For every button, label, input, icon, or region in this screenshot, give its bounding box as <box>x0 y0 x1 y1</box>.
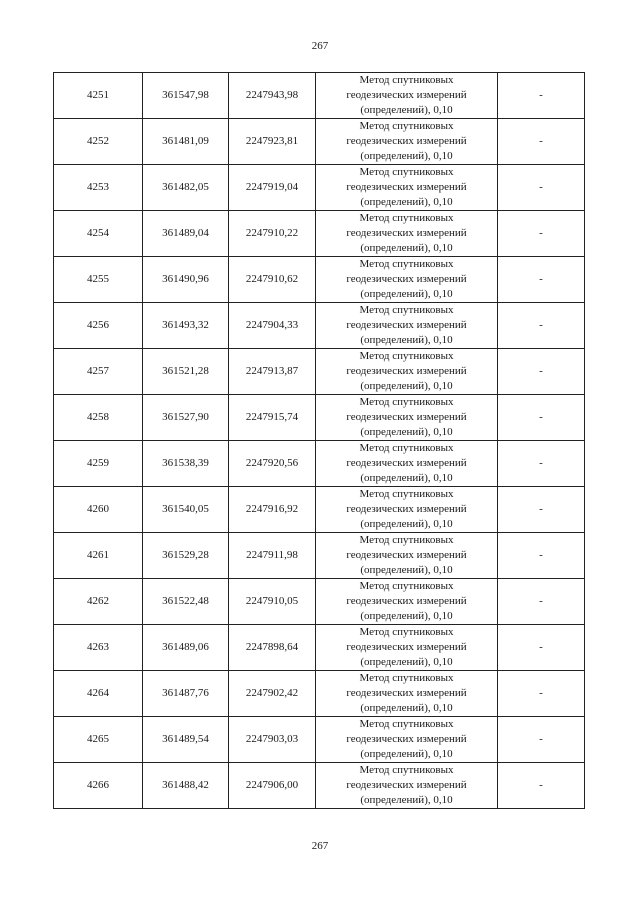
y-coordinate-cell: 2247898,64 <box>229 625 316 671</box>
note-cell: - <box>498 211 585 257</box>
method-text-line: геодезических измерений <box>346 227 467 239</box>
method-text-line: Метод спутниковых <box>359 120 454 132</box>
method-text-line: (определений), 0,10 <box>360 150 453 162</box>
method-cell <box>316 579 498 625</box>
note-cell: - <box>498 349 585 395</box>
point-number-cell: 4253 <box>54 165 143 211</box>
x-coordinate-cell: 361529,28 <box>143 533 229 579</box>
method-text-line: геодезических измерений <box>346 641 467 653</box>
method-cell <box>316 625 498 671</box>
x-coordinate-cell: 361493,32 <box>143 303 229 349</box>
x-coordinate-cell: 361489,54 <box>143 717 229 763</box>
method-text-line: (определений), 0,10 <box>360 380 453 392</box>
method-text-line: геодезических измерений <box>346 733 467 745</box>
point-number-cell: 4264 <box>54 671 143 717</box>
method-text-line: геодезических измерений <box>346 503 467 515</box>
method-text-line: Метод спутниковых <box>359 396 454 408</box>
x-coordinate-cell: 361482,05 <box>143 165 229 211</box>
note-cell: - <box>498 625 585 671</box>
point-number-cell: 4254 <box>54 211 143 257</box>
coordinates-table-body <box>54 73 585 809</box>
method-cell <box>316 165 498 211</box>
table-row <box>54 395 585 441</box>
x-coordinate-cell: 361489,04 <box>143 211 229 257</box>
point-number-cell: 4265 <box>54 717 143 763</box>
table-row <box>54 671 585 717</box>
method-text-line: (определений), 0,10 <box>360 564 453 576</box>
method-text-line: Метод спутниковых <box>359 74 454 86</box>
method-cell <box>316 533 498 579</box>
method-text-line: Метод спутниковых <box>359 212 454 224</box>
y-coordinate-cell: 2247903,03 <box>229 717 316 763</box>
coordinates-table <box>53 72 585 809</box>
method-cell <box>316 717 498 763</box>
x-coordinate-cell: 361538,39 <box>143 441 229 487</box>
x-coordinate-cell: 361481,09 <box>143 119 229 165</box>
method-text-line: Метод спутниковых <box>359 626 454 638</box>
method-cell <box>316 257 498 303</box>
note-cell: - <box>498 119 585 165</box>
method-text-line: Метод спутниковых <box>359 350 454 362</box>
note-cell: - <box>498 257 585 303</box>
table-row <box>54 487 585 533</box>
y-coordinate-cell: 2247916,92 <box>229 487 316 533</box>
page-number-bottom: 267 <box>311 840 329 852</box>
point-number-cell: 4257 <box>54 349 143 395</box>
method-cell <box>316 671 498 717</box>
note-cell: - <box>498 441 585 487</box>
note-cell: - <box>498 303 585 349</box>
page-number-top: 267 <box>311 40 329 52</box>
note-cell: - <box>498 671 585 717</box>
note-cell: - <box>498 717 585 763</box>
method-text-line: (определений), 0,10 <box>360 472 453 484</box>
method-text-line: геодезических измерений <box>346 411 467 423</box>
table-row <box>54 441 585 487</box>
y-coordinate-cell: 2247943,98 <box>229 73 316 119</box>
method-text-line: геодезических измерений <box>346 89 467 101</box>
point-number-cell: 4259 <box>54 441 143 487</box>
method-text-line: Метод спутниковых <box>359 580 454 592</box>
y-coordinate-cell: 2247910,62 <box>229 257 316 303</box>
note-cell: - <box>498 487 585 533</box>
table-row <box>54 303 585 349</box>
note-cell: - <box>498 395 585 441</box>
method-text-line: Метод спутниковых <box>359 488 454 500</box>
method-cell <box>316 303 498 349</box>
method-text-line: (определений), 0,10 <box>360 288 453 300</box>
table-row <box>54 625 585 671</box>
method-cell <box>316 395 498 441</box>
method-cell <box>316 487 498 533</box>
method-text-line: геодезических измерений <box>346 135 467 147</box>
y-coordinate-cell: 2247904,33 <box>229 303 316 349</box>
method-text-line: Метод спутниковых <box>359 258 454 270</box>
point-number-cell: 4255 <box>54 257 143 303</box>
table-row <box>54 211 585 257</box>
method-text-line: Метод спутниковых <box>359 672 454 684</box>
method-text-line: геодезических измерений <box>346 457 467 469</box>
x-coordinate-cell: 361540,05 <box>143 487 229 533</box>
note-cell: - <box>498 165 585 211</box>
method-text-line: Метод спутниковых <box>359 764 454 776</box>
y-coordinate-cell: 2247913,87 <box>229 349 316 395</box>
method-text-line: Метод спутниковых <box>359 718 454 730</box>
method-text-line: (определений), 0,10 <box>360 104 453 116</box>
method-text-line: Метод спутниковых <box>359 166 454 178</box>
note-cell: - <box>498 763 585 809</box>
method-text-line: (определений), 0,10 <box>360 334 453 346</box>
point-number-cell: 4256 <box>54 303 143 349</box>
method-cell <box>316 211 498 257</box>
table-row <box>54 763 585 809</box>
y-coordinate-cell: 2247910,05 <box>229 579 316 625</box>
table-row <box>54 165 585 211</box>
point-number-cell: 4263 <box>54 625 143 671</box>
method-text-line: Метод спутниковых <box>359 442 454 454</box>
x-coordinate-cell: 361547,98 <box>143 73 229 119</box>
x-coordinate-cell: 361490,96 <box>143 257 229 303</box>
method-text-line: геодезических измерений <box>346 273 467 285</box>
method-text-line: (определений), 0,10 <box>360 748 453 760</box>
y-coordinate-cell: 2247910,22 <box>229 211 316 257</box>
table-row <box>54 73 585 119</box>
note-cell: - <box>498 533 585 579</box>
y-coordinate-cell: 2247915,74 <box>229 395 316 441</box>
point-number-cell: 4251 <box>54 73 143 119</box>
method-cell <box>316 763 498 809</box>
point-number-cell: 4262 <box>54 579 143 625</box>
method-text-line: геодезических измерений <box>346 595 467 607</box>
method-text-line: (определений), 0,10 <box>360 794 453 806</box>
method-text-line: Метод спутниковых <box>359 304 454 316</box>
method-text-line: геодезических измерений <box>346 365 467 377</box>
point-number-cell: 4261 <box>54 533 143 579</box>
method-cell <box>316 441 498 487</box>
method-text-line: геодезических измерений <box>346 319 467 331</box>
y-coordinate-cell: 2247923,81 <box>229 119 316 165</box>
y-coordinate-cell: 2247920,56 <box>229 441 316 487</box>
method-text-line: геодезических измерений <box>346 687 467 699</box>
method-cell <box>316 119 498 165</box>
method-cell <box>316 73 498 119</box>
method-text-line: (определений), 0,10 <box>360 518 453 530</box>
y-coordinate-cell: 2247902,42 <box>229 671 316 717</box>
method-text-line: геодезических измерений <box>346 549 467 561</box>
method-text-line: (определений), 0,10 <box>360 610 453 622</box>
method-text-line: геодезических измерений <box>346 779 467 791</box>
table-row <box>54 349 585 395</box>
method-text-line: (определений), 0,10 <box>360 242 453 254</box>
point-number-cell: 4260 <box>54 487 143 533</box>
x-coordinate-cell: 361522,48 <box>143 579 229 625</box>
method-text-line: геодезических измерений <box>346 181 467 193</box>
note-cell: - <box>498 73 585 119</box>
table-row <box>54 579 585 625</box>
method-text-line: (определений), 0,10 <box>360 656 453 668</box>
point-number-cell: 4266 <box>54 763 143 809</box>
note-cell: - <box>498 579 585 625</box>
y-coordinate-cell: 2247919,04 <box>229 165 316 211</box>
method-cell <box>316 349 498 395</box>
table-row <box>54 119 585 165</box>
x-coordinate-cell: 361488,42 <box>143 763 229 809</box>
method-text-line: Метод спутниковых <box>359 534 454 546</box>
x-coordinate-cell: 361487,76 <box>143 671 229 717</box>
method-text-line: (определений), 0,10 <box>360 196 453 208</box>
y-coordinate-cell: 2247906,00 <box>229 763 316 809</box>
point-number-cell: 4258 <box>54 395 143 441</box>
table-row <box>54 533 585 579</box>
point-number-cell: 4252 <box>54 119 143 165</box>
x-coordinate-cell: 361521,28 <box>143 349 229 395</box>
x-coordinate-cell: 361489,06 <box>143 625 229 671</box>
y-coordinate-cell: 2247911,98 <box>229 533 316 579</box>
method-text-line: (определений), 0,10 <box>360 702 453 714</box>
x-coordinate-cell: 361527,90 <box>143 395 229 441</box>
table-row <box>54 717 585 763</box>
method-text-line: (определений), 0,10 <box>360 426 453 438</box>
table-row <box>54 257 585 303</box>
